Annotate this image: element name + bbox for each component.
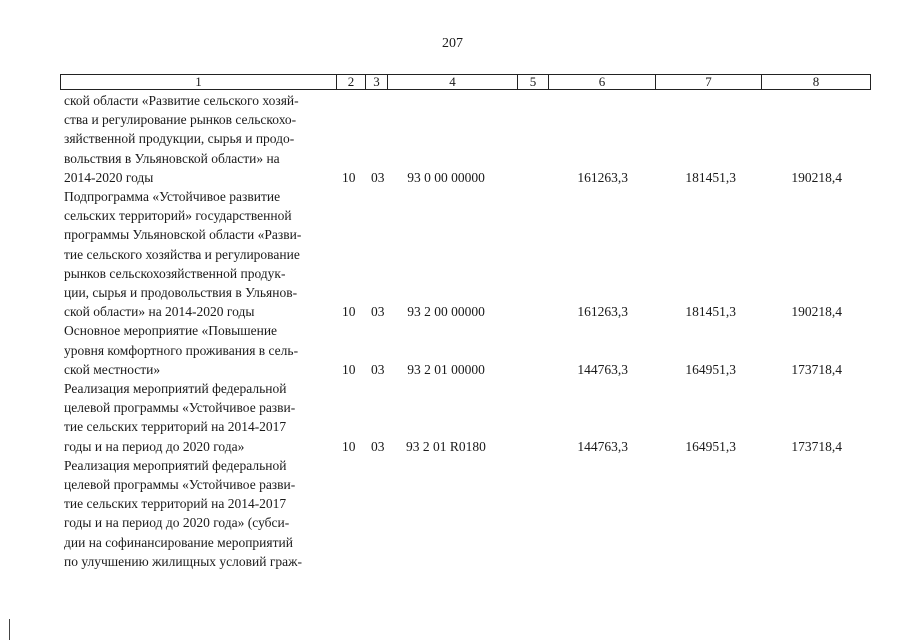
target-article-code: 93 2 01 R0180 (406, 438, 486, 454)
description-line: Подпрограмма «Устойчивое развитие (64, 189, 281, 205)
amount-col-6: 144763,3 (577, 361, 628, 377)
column-number-7: 7 (656, 75, 762, 90)
description-line: ции, сырья и продовольствия в Ульянов- (64, 285, 298, 301)
section-code: 10 (342, 169, 356, 185)
table-row (60, 379, 850, 456)
budget-table-body (60, 91, 850, 571)
description-line: рынков сельскохозяйственной продук- (64, 265, 286, 281)
amount-col-7: 181451,3 (685, 169, 736, 185)
description-line: 2014-2020 годы (64, 169, 154, 185)
description-line: по улучшению жилищных условий граж- (64, 553, 302, 569)
description-line: ства и регулирование рынков сельскохо- (64, 112, 297, 128)
table-row (60, 456, 850, 571)
amount-col-6: 161263,3 (577, 169, 628, 185)
description-line: целевой программы «Устойчивое разви- (64, 477, 296, 493)
column-number-8: 8 (762, 75, 871, 90)
description-line: Реализация мероприятий федеральной (64, 457, 287, 473)
column-number-5: 5 (518, 75, 549, 90)
column-header-table (60, 74, 871, 90)
table-row (60, 91, 850, 187)
subsection-code: 03 (371, 169, 385, 185)
amount-col-8: 173718,4 (791, 361, 842, 377)
description-line: Реализация мероприятий федеральной (64, 381, 287, 397)
page-number: 207 (442, 36, 463, 51)
amount-col-8: 190218,4 (791, 304, 842, 320)
row-description (60, 321, 336, 379)
row-description (60, 456, 336, 571)
column-number-4: 4 (388, 75, 518, 90)
description-line: годы и на период до 2020 года» (64, 438, 245, 454)
description-line: тие сельских территорий на 2014-2017 (64, 419, 287, 435)
column-number-2: 2 (337, 75, 366, 90)
amount-col-8: 190218,4 (791, 169, 842, 185)
row-description (60, 187, 336, 321)
table-row (60, 187, 850, 321)
amount-col-8: 173718,4 (791, 438, 842, 454)
subsection-code: 03 (371, 304, 385, 320)
subsection-code: 03 (371, 438, 385, 454)
column-number-row (61, 75, 871, 90)
column-number-3: 3 (366, 75, 388, 90)
section-code: 10 (342, 361, 356, 377)
target-article-code: 93 2 01 00000 (407, 361, 485, 377)
description-line: тие сельского хозяйства и регулирование (64, 246, 300, 262)
margin-scan-mark (9, 619, 10, 640)
amount-col-7: 164951,3 (685, 438, 736, 454)
section-code: 10 (342, 438, 356, 454)
description-line: Основное мероприятие «Повышение (64, 323, 278, 339)
description-line: ской местности» (64, 361, 161, 377)
description-line: годы и на период до 2020 года» (субси- (64, 515, 290, 531)
description-line: тие сельских территорий на 2014-2017 (64, 496, 287, 512)
column-number-6: 6 (549, 75, 656, 90)
amount-col-6: 161263,3 (577, 304, 628, 320)
table-row (60, 321, 850, 379)
description-line: дии на софинансирование мероприятий (64, 534, 293, 550)
row-description (60, 91, 336, 187)
description-line: ской области» на 2014-2020 годы (64, 304, 255, 320)
description-line: сельских территорий» государственной (64, 208, 292, 224)
row-description (60, 379, 336, 456)
amount-col-7: 164951,3 (685, 361, 736, 377)
description-line: вольствия в Ульяновской области» на (64, 150, 280, 166)
description-line: зяйственной продукции, сырья и продо- (64, 131, 295, 147)
description-line: целевой программы «Устойчивое разви- (64, 400, 296, 416)
column-number-1: 1 (61, 75, 337, 90)
section-code: 10 (342, 304, 356, 320)
target-article-code: 93 0 00 00000 (407, 169, 485, 185)
description-line: ской области «Развитие сельского хозяй- (64, 93, 299, 108)
description-line: программы Ульяновской области «Разви- (64, 227, 302, 243)
description-line: уровня комфортного проживания в сель- (64, 342, 299, 358)
target-article-code: 93 2 00 00000 (407, 304, 485, 320)
subsection-code: 03 (371, 361, 385, 377)
amount-col-7: 181451,3 (685, 304, 736, 320)
amount-col-6: 144763,3 (577, 438, 628, 454)
